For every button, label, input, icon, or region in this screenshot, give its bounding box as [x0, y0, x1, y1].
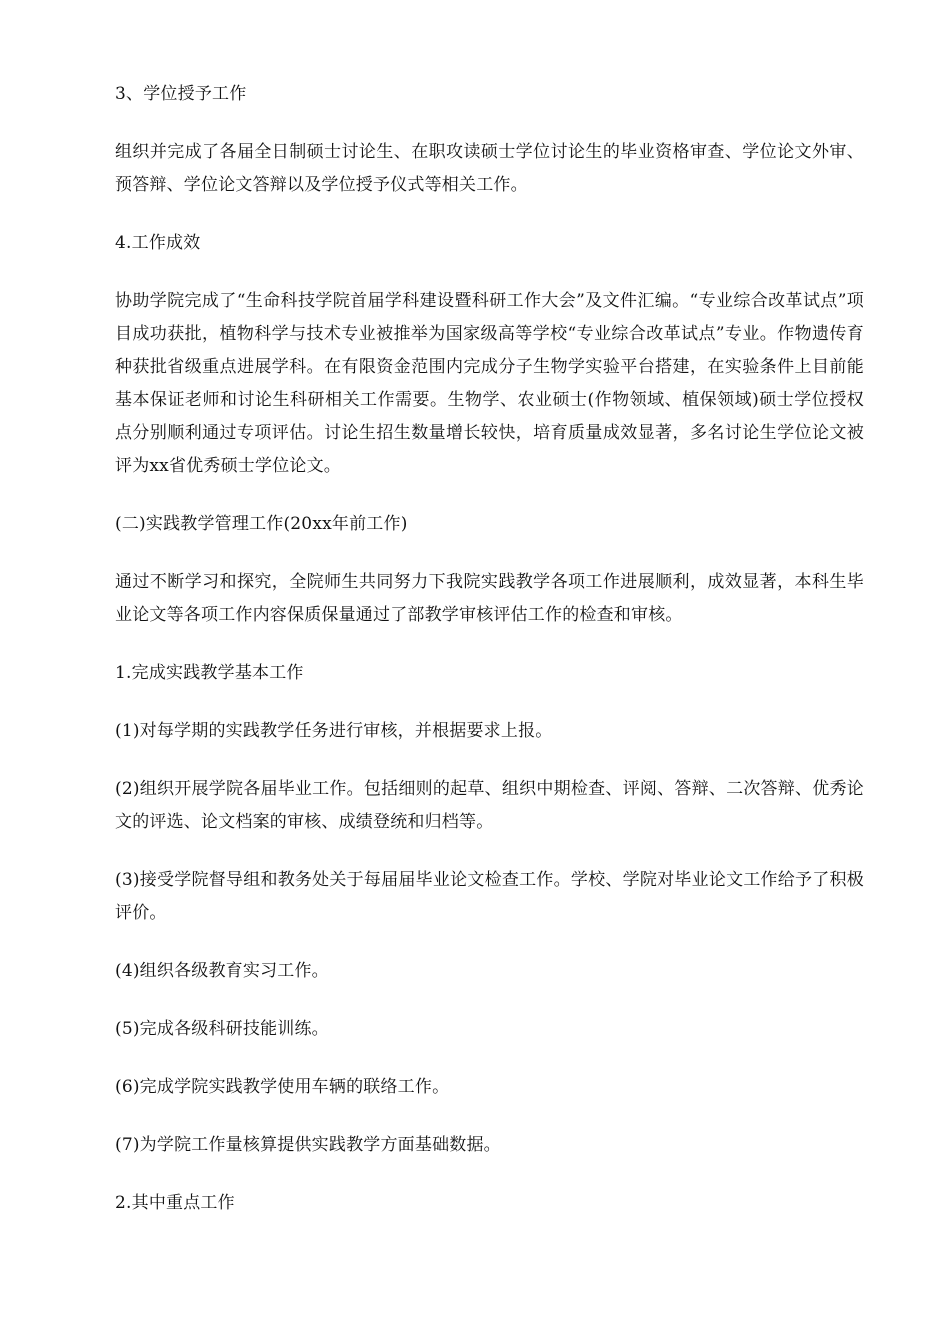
list-item-4: (4)组织各级教育实习工作。 [115, 961, 329, 981]
section-heading-basic-work: 1.完成实践教学基本工作 [115, 663, 304, 683]
section-heading-results: 4.工作成效 [115, 233, 201, 253]
section-heading-practice-teaching: (二)实践教学管理工作(20xx年前工作) [115, 514, 408, 534]
list-item-5: (5)完成各级科研技能训练。 [115, 1019, 329, 1039]
section-heading-degree-award: 3、学位授予工作 [115, 84, 247, 104]
section-heading-key-work: 2.其中重点工作 [115, 1193, 235, 1213]
list-item-1: (1)对每学期的实践教学任务进行审核，并根据要求上报。 [115, 721, 553, 741]
paragraph-degree-award: 组织并完成了各届全日制硕士讨论生、在职攻读硕士学位讨论生的毕业资格审查、学位论文外审、预答辩、学位论文答辩以及学位授予仪式等相关工作。 [115, 142, 864, 195]
list-item-3: (3)接受学院督导组和教务处关于每届届毕业论文检查工作。学校、学院对毕业论文工作给予了积极评价。 [115, 870, 864, 923]
paragraph-practice-teaching: 通过不断学习和探究，全院师生共同努力下我院实践教学各项工作进展顺利，成效显著，本科生毕业论文等各项工作内容保质保量通过了部教学审核评估工作的检查和审核。 [115, 572, 864, 625]
list-item-7: (7)为学院工作量核算提供实践教学方面基础数据。 [115, 1135, 501, 1155]
list-item-2: (2)组织开展学院各届毕业工作。包括细则的起草、组织中期检查、评阅、答辩、二次答辩、优秀论文的评选、论文档案的审核、成绩登统和归档等。 [115, 779, 864, 832]
paragraph-results: 协助学院完成了“生命科技学院首届学科建设暨科研工作大会”及文件汇编。“专业综合改革试点”项目成功获批，植物科学与技术专业被推举为国家级高等学校“专业综合改革试点”专业。作物遗传育种获批省级重点进展学科。在有限资金范围内完成分子生物学实验平台搭建，在实验条件上目前能基本保证老师和讨论生科研相关工作需要。生物学、农业硕士(作物领域、植保领域)硕士学位授权点分别顺利通过专项评估。讨论生招生数量增长较快，培育质量成效显著，多名讨论生学位论文被评为xx省优秀硕士学位论文。 [115, 291, 864, 476]
list-item-6: (6)完成学院实践教学使用车辆的联络工作。 [115, 1077, 450, 1097]
